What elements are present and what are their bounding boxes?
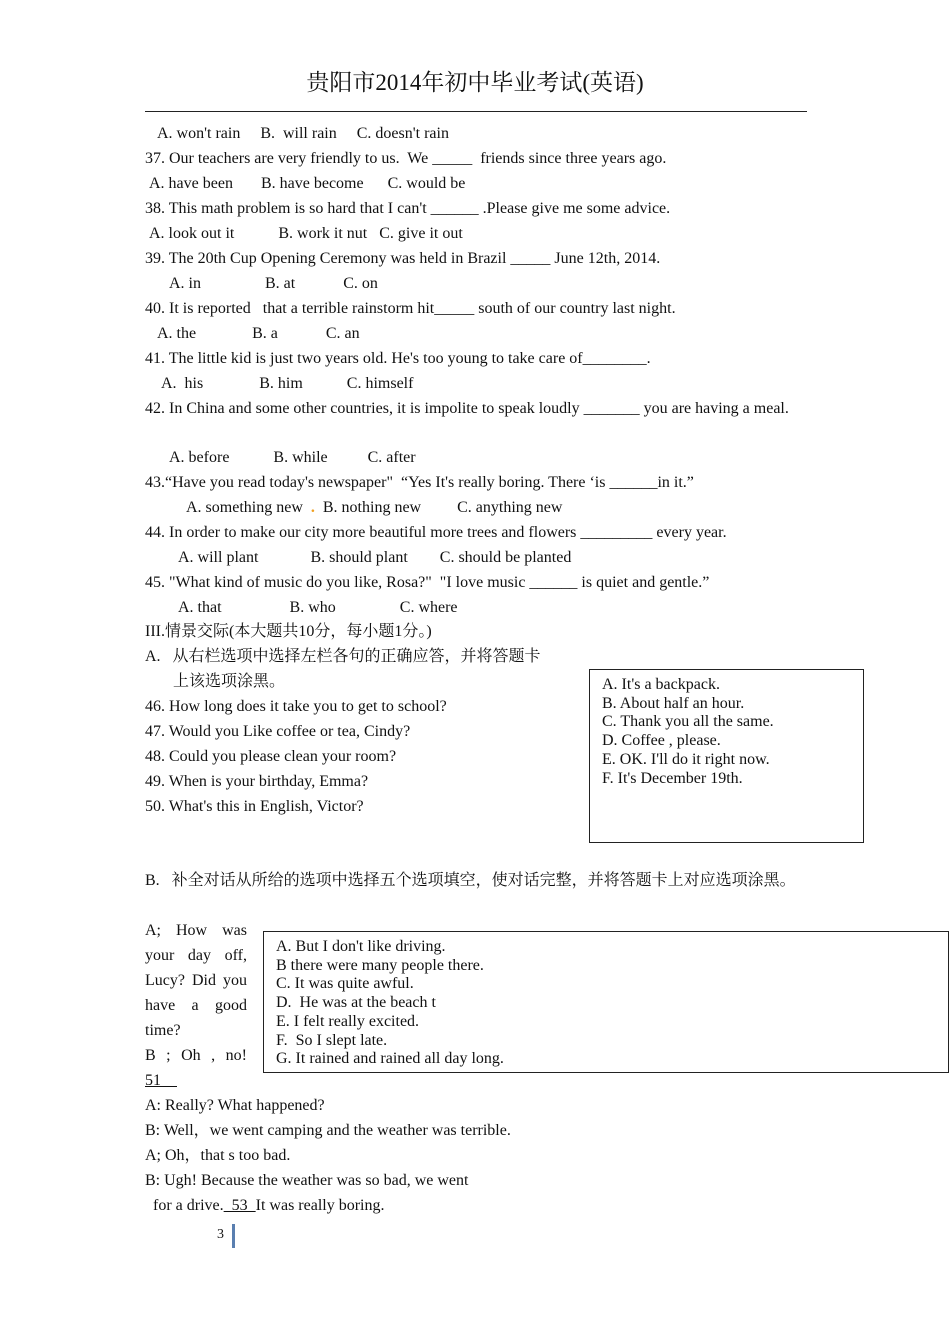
q43-option-bc: B. nothing new C. anything new xyxy=(322,499,563,516)
answer-options-box xyxy=(589,669,864,843)
q37-options: A. have been B. have become C. would be xyxy=(149,175,466,192)
q43-options xyxy=(186,498,562,518)
dialog-line: A; Oh，that s too bad. xyxy=(145,1147,291,1164)
dialog-text: for a drive. xyxy=(153,1197,224,1214)
dialog-b1: B ; Oh , no! xyxy=(145,1047,247,1064)
orange-mark: . xyxy=(310,499,315,516)
answer-option: B. About half an hour. xyxy=(602,694,745,712)
dialog-line: B: Well，we went camping and the weather was terrible. xyxy=(145,1122,511,1139)
q41: 41. The little kid is just two years old. He's too young to take care of________. xyxy=(145,350,651,367)
dialog-line: B: Ugh! Because the weather was so bad, we went xyxy=(145,1172,469,1189)
q45: 45. "What kind of music do you like, Rosa?" "I love music ______ is quiet and gentle.” xyxy=(145,574,710,591)
dialog-line: A: Really? What happened? xyxy=(145,1097,325,1114)
q41-options: A. his B. him C. himself xyxy=(161,375,414,392)
q43-option-a: A. something new xyxy=(186,499,303,516)
q37: 37. Our teachers are very friendly to us. We _____ friends since three years ago. xyxy=(145,150,667,167)
answer-option: F. It's December 19th. xyxy=(602,769,743,787)
q45-options: A. that B. who C. where xyxy=(178,599,458,616)
dialog-option: D. He was at the beach t xyxy=(276,994,436,1012)
dialog-start: A; How was your day off, Lucy? Did you have a good time? xyxy=(145,922,247,1039)
dialog-option: E. I felt really excited. xyxy=(276,1012,420,1030)
q42: 42. In China and some other countries, it is impolite to speak loudly _______ you are having a meal. xyxy=(145,400,789,417)
q44-options: A. will plant B. should plant C. should be planted xyxy=(178,549,572,566)
q38: 38. This math problem is so hard that I can't ______ .Please give me some advice. xyxy=(145,200,671,217)
q48: 48. Could you please clean your room? xyxy=(145,748,397,765)
header-rule xyxy=(145,111,807,112)
page-title: 贵阳市2014年初中毕业考试(英语) xyxy=(306,70,644,95)
dialog-option: G. It rained and rained all day long. xyxy=(276,1050,504,1068)
q43: 43.“Have you read today's newspaper" “Yes It's really boring. There ‘is ______in it.” xyxy=(145,474,694,491)
answer-option: C. Thank you all the same. xyxy=(602,713,774,731)
partA-instruction: A. 从右栏选项中选择左栏各句的正确应答，并将答题卡 xyxy=(145,648,541,665)
dialog-option: F. So I slept late. xyxy=(276,1031,388,1049)
q38-options: A. look out it B. work it nut C. give it out xyxy=(149,225,463,242)
page-number: 3 xyxy=(217,1227,224,1242)
section3-title: III.情景交际(本大题共10分，每小题1分。) xyxy=(145,623,432,640)
q44: 44. In order to make our city more beautiful more trees and flowers _________ every year. xyxy=(145,524,727,541)
page-number-bar xyxy=(232,1224,235,1248)
dialog-option: A. But I don't like driving. xyxy=(276,938,446,955)
q40: 40. It is reported that a terrible rainstorm hit_____ south of our country last night. xyxy=(145,300,676,317)
blank-53: 53 xyxy=(223,1197,256,1214)
q42-options: A. before B. while C. after xyxy=(169,449,416,466)
dialog-text: It was really boring. xyxy=(255,1197,385,1214)
dialog-last-line xyxy=(153,1196,385,1216)
dialog-option: C. It was quite awful. xyxy=(276,975,414,993)
q46: 46. How long does it take you to get to school? xyxy=(145,698,447,715)
dialog-option: B there were many people there. xyxy=(276,956,484,974)
answer-option: E. OK. I'll do it right now. xyxy=(602,750,770,768)
partA-instruction-cont: 上该选项涂黑。 xyxy=(173,673,286,690)
q49: 49. When is your birthday, Emma? xyxy=(145,773,369,790)
q39-options: A. in B. at C. on xyxy=(169,275,378,292)
q47: 47. Would you Like coffee or tea, Cindy? xyxy=(145,723,411,740)
answer-option: D. Coffee , please. xyxy=(602,732,721,750)
q39: 39. The 20th Cup Opening Ceremony was held in Brazil _____ June 12th, 2014. xyxy=(145,250,661,267)
q40-options: A. the B. a C. an xyxy=(157,325,360,342)
dialog-options-box xyxy=(263,931,949,1073)
answer-option: A. It's a backpack. xyxy=(602,676,720,693)
q36-options: A. won't rain B. will rain C. doesn't rain xyxy=(157,125,449,142)
partB-instruction: B. 补全对话从所给的选项中选择五个选项填空，使对话完整，并将答题卡上对应选项涂黑。 xyxy=(145,872,796,889)
q50: 50. What's this in English, Victor? xyxy=(145,798,364,815)
blank-51: 51 xyxy=(145,1072,177,1089)
